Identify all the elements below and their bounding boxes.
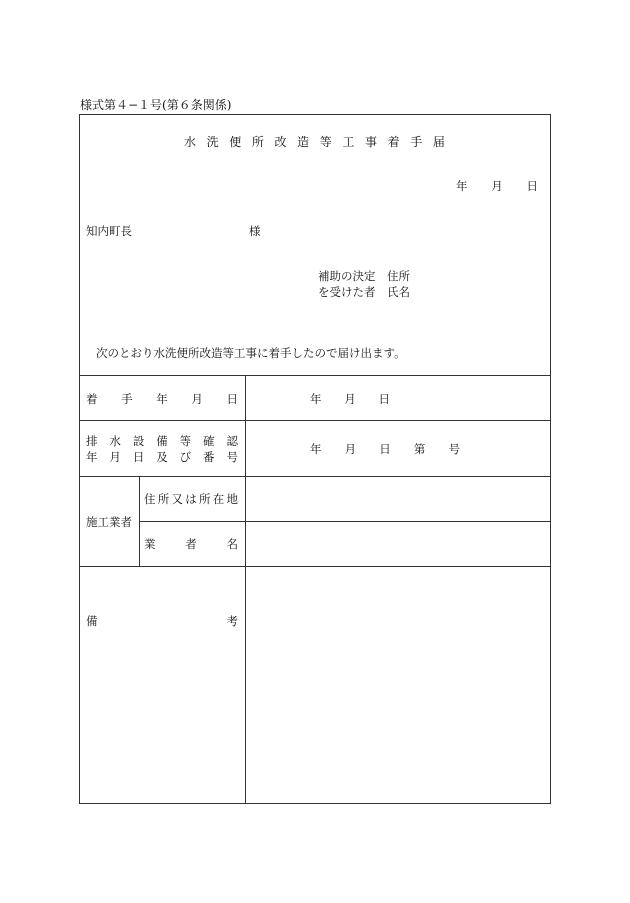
start-date-value — [310, 391, 390, 407]
label-char: 認 — [226, 434, 238, 448]
title-char: 所 — [251, 135, 264, 149]
label-char: 等 — [179, 434, 192, 448]
remarks-label — [86, 613, 238, 629]
table-vline — [139, 476, 140, 566]
label-char: び — [179, 450, 192, 464]
label-char: 地 — [226, 492, 238, 506]
label-char: 月 — [191, 392, 203, 406]
value-char: 月 — [344, 392, 356, 406]
applicant-label-line1: 補助の決定 — [318, 269, 376, 283]
value-char: 年 — [310, 392, 322, 406]
value-char: 号 — [448, 442, 460, 456]
table-hline — [79, 420, 551, 421]
drainage-value — [310, 441, 460, 457]
contractor-label: 施工業者 — [86, 515, 132, 529]
applicant-name-label: 氏名 — [387, 285, 410, 299]
title-char: 改 — [274, 135, 287, 149]
title-char: 便 — [229, 135, 242, 149]
table-hline — [79, 375, 551, 376]
label-char: 者 — [185, 537, 197, 551]
label-char: 所 — [199, 492, 211, 506]
addressee-honorific: 様 — [249, 224, 261, 238]
label-char: 着 — [86, 392, 98, 406]
label-char: は — [185, 492, 197, 506]
title-char: 造 — [297, 135, 310, 149]
label-char: 番 — [203, 450, 215, 464]
label-char: 排 — [86, 434, 98, 448]
label-char: 設 — [132, 434, 145, 448]
date-line — [456, 178, 538, 194]
date-day-label: 日 — [526, 179, 538, 193]
title-char: 工 — [342, 135, 355, 149]
contractor-name-label — [144, 536, 238, 552]
table-hline — [139, 521, 551, 522]
label-char: 年 — [156, 392, 168, 406]
title-char: 着 — [387, 135, 400, 149]
applicant-label-line2: を受けた者 — [318, 285, 376, 299]
label-char: 考 — [226, 614, 238, 628]
label-char: 号 — [226, 450, 238, 464]
table-vline — [245, 375, 246, 804]
value-char: 第 — [413, 442, 426, 456]
label-char: 確 — [203, 434, 215, 448]
label-char: 備 — [156, 434, 168, 448]
label-char: 在 — [212, 492, 225, 506]
label-char: 日 — [132, 450, 145, 464]
value-char: 日 — [378, 392, 390, 406]
label-char: 年 — [86, 450, 98, 464]
value-char: 年 — [310, 442, 322, 456]
table-hline — [79, 476, 551, 477]
title-char: 届 — [432, 135, 445, 149]
title-char: 水 — [184, 135, 197, 149]
label-char: 所 — [157, 492, 170, 506]
label-char: 名 — [226, 537, 238, 551]
date-year-label: 年 — [456, 179, 468, 193]
label-char: 及 — [156, 450, 168, 464]
drainage-label-line2 — [86, 449, 238, 465]
value-char: 月 — [344, 442, 357, 456]
label-char: 備 — [86, 614, 98, 628]
value-char: 日 — [379, 442, 391, 456]
date-month-label: 月 — [491, 179, 503, 193]
title-char: 手 — [410, 135, 423, 149]
document-title — [184, 133, 445, 150]
label-char: 業 — [144, 537, 156, 551]
contractor-address-label — [144, 491, 238, 507]
label-char: 住 — [144, 492, 156, 506]
addressee-name: 知内町長 — [86, 224, 132, 238]
title-char: 事 — [365, 135, 378, 149]
table-hline — [79, 566, 551, 567]
label-char: 手 — [121, 392, 133, 406]
form-number: 様式第４−１号(第６条関係) — [80, 98, 232, 112]
drainage-label-line1 — [86, 433, 238, 449]
label-char: 日 — [226, 392, 238, 406]
label-char: 月 — [109, 450, 121, 464]
title-char: 等 — [319, 135, 332, 149]
label-char: 又 — [171, 492, 183, 506]
statement-text: 次のとおり水洗便所改造等工事に着手したので届け出ます。 — [96, 346, 406, 360]
title-char: 洗 — [206, 135, 219, 149]
start-date-label — [86, 391, 238, 407]
label-char: 水 — [109, 434, 121, 448]
applicant-address-label: 住所 — [387, 269, 410, 283]
